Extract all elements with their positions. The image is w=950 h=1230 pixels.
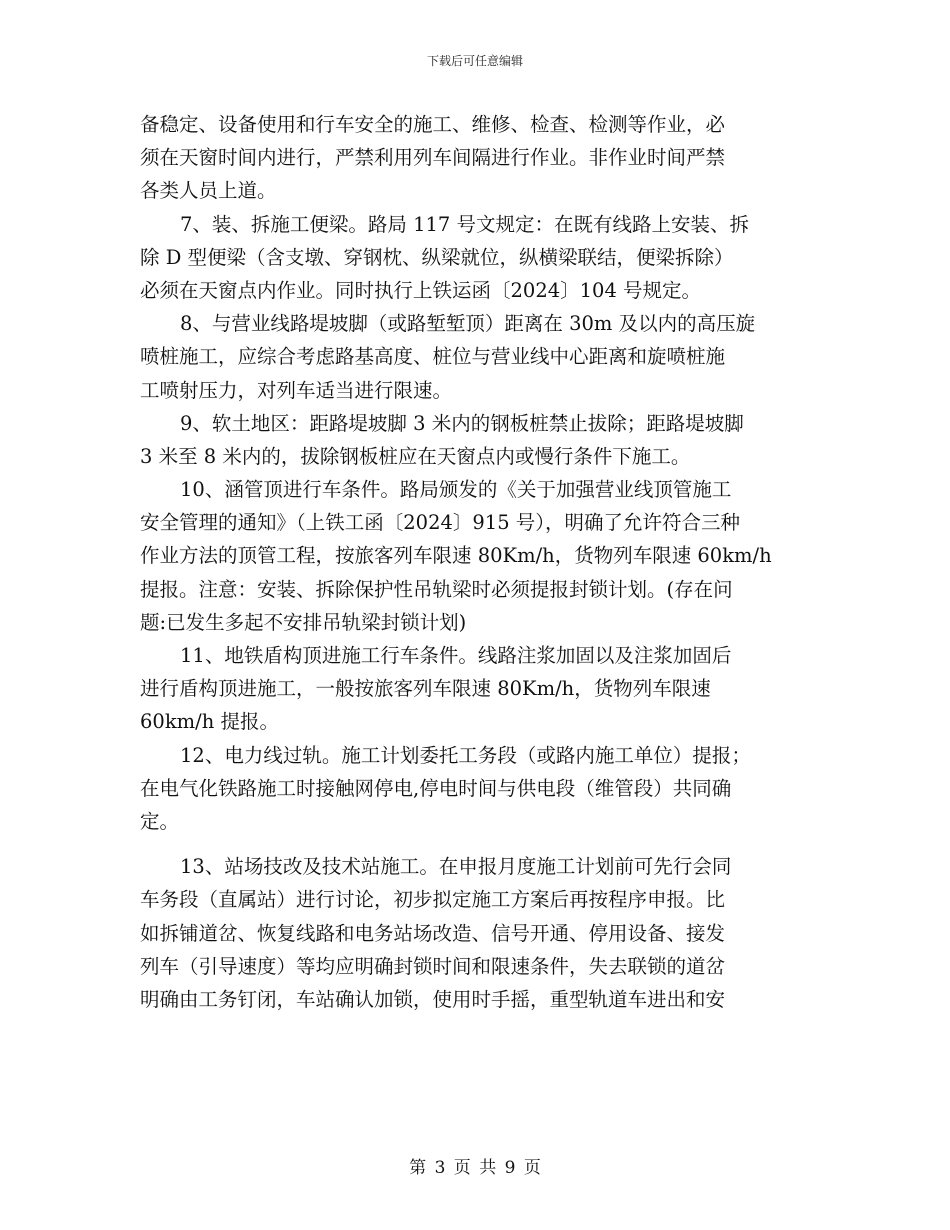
text-line: 备稳定、设备使用和行车安全的施工、维修、检查、检测等作业，必	[140, 113, 726, 136]
text-line: 进行盾构顶进施工，一般按旅客列车限速 80Km/h，货物列车限速	[140, 677, 711, 701]
paragraph-8-line: 8、与营业线路堤坡脚（或路堑堑顶）距离在 30m 及以内的高压旋	[180, 312, 756, 336]
text-line: 须在天窗时间内进行，严禁利用列车间隔进行作业。非作业时间严禁	[140, 146, 726, 170]
paragraph-9-line: 9、软土地区：距路堤坡脚 3 米内的钢板桩禁止拔除；距路堤坡脚	[180, 411, 744, 435]
text-line: 安全管理的通知》（上铁工函〔2024〕915 号），明确了允许符合三种	[140, 511, 741, 535]
text-line: 作业方法的顶管工程，按旅客列车限速 80Km/h，货物列车限速 60km/h	[140, 544, 772, 568]
text-line: 如拆铺道岔、恢复线路和电务站场改造、信号开通、停用设备、接发	[140, 921, 726, 945]
text-line: 车务段（直属站）进行讨论，初步拟定施工方案后再按程序申报。比	[140, 888, 726, 912]
text-line: 题:已发生多起不安排吊轨梁封锁计划)	[140, 610, 467, 634]
page-number-footer: 第 3 页 共 9 页	[409, 1158, 541, 1178]
text-line: 60km/h 提报。	[140, 710, 279, 734]
text-line: 喷桩施工，应综合考虑路基高度、桩位与营业线中心距离和旋喷桩施	[140, 345, 726, 369]
text-line: 各类人员上道。	[140, 179, 277, 203]
text-line: 提报。注意：安装、拆除保护性吊轨梁时必须提报封锁计划。(存在问	[140, 577, 733, 601]
text-line: 在电气化铁路施工时接触网停电,停电时间与供电段（维管段）共同确	[140, 776, 732, 800]
text-line: 工喷射压力，对列车适当进行限速。	[140, 378, 453, 402]
text-line: 3 米至 8 米内的，拔除钢板桩应在天窗点内或慢行条件下施工。	[140, 444, 691, 468]
paragraph-10-line: 10、涵管顶进行车条件。路局颁发的《关于加强营业线顶管施工	[180, 478, 732, 502]
text-line: 定。	[140, 809, 180, 833]
text-line: 必须在天窗点内作业。同时执行上铁运函〔2024〕104 号规定。	[140, 278, 702, 302]
paragraph-12-line: 12、电力线过轨。施工计划委托工务段（或路内施工单位）提报；	[180, 743, 751, 767]
document-body	[140, 108, 805, 1016]
text-line: 列车（引导速度）等均应明确封锁时间和限速条件，失去联锁的道岔	[140, 954, 726, 978]
text-line: 明确由工务钉闭，车站确认加锁，使用时手摇，重型轨道车进出和安	[140, 987, 726, 1011]
paragraph-11-line: 11、地铁盾构顶进施工行车条件。线路注浆加固以及注浆加固后	[180, 644, 732, 667]
paragraph-13-line: 13、站场技改及技术站施工。在申报月度施工计划前可先行会同	[180, 855, 732, 879]
page-header: 下载后可任意编辑	[426, 54, 523, 68]
text-line: 除 D 型便梁（含支墩、穿钢枕、纵梁就位，纵横梁联结，便梁拆除）	[140, 245, 734, 269]
paragraph-7-line: 7、装、拆施工便梁。路局 117 号文规定：在既有线路上安装、拆	[180, 212, 750, 236]
